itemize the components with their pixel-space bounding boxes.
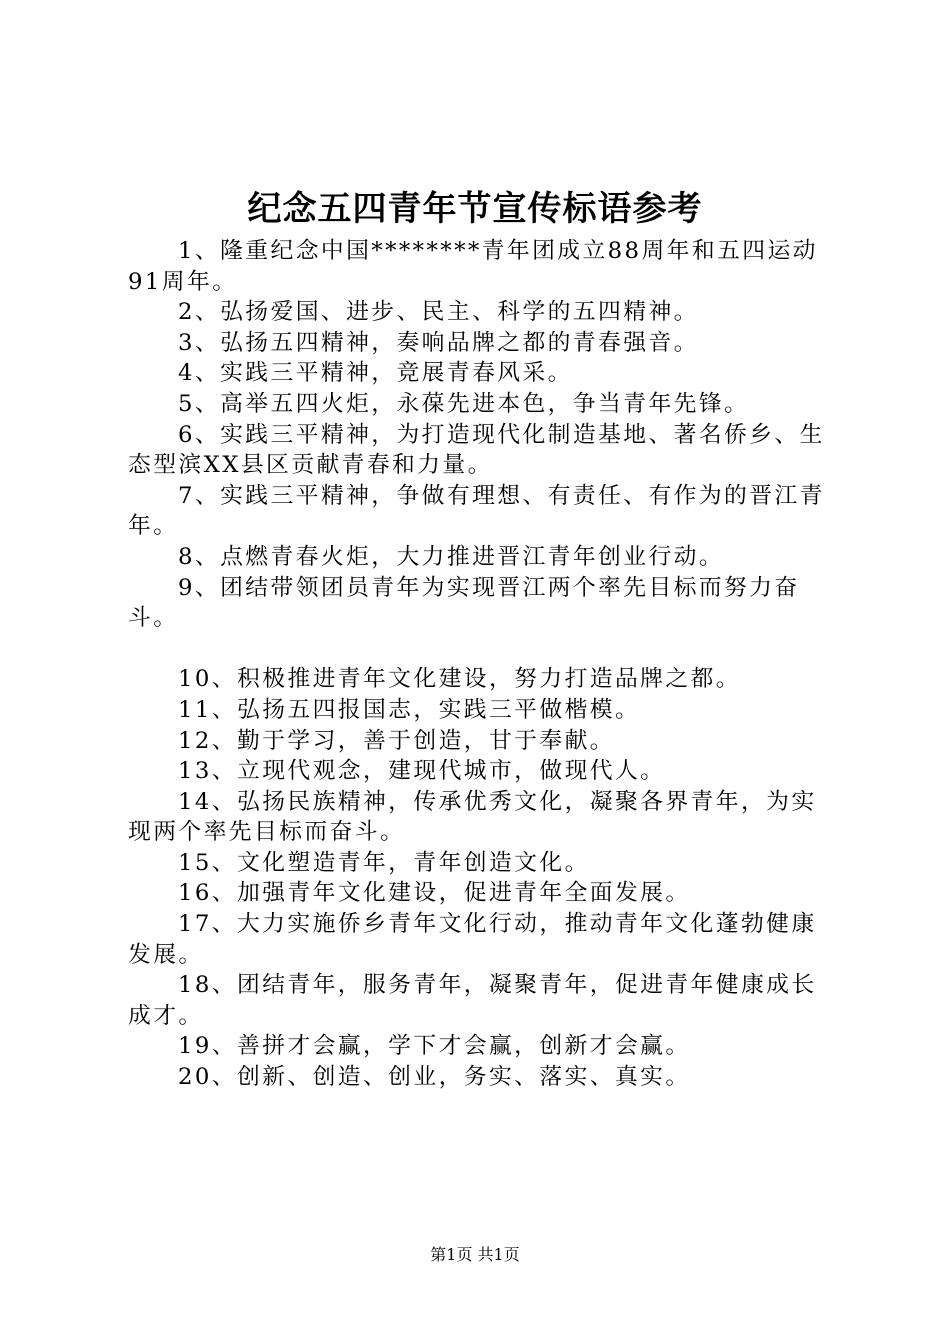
slogan-paragraph-14: 14、弘扬民族精神，传承优秀文化，凝聚各界青年，为实现两个率先目标而奋斗。	[128, 788, 817, 846]
slogan-paragraph-7: 7、实践三平精神，争做有理想、有责任、有作为的晋江青年。	[128, 482, 825, 540]
slogan-paragraph-16: 16、加强青年文化建设，促进青年全面发展。	[178, 880, 691, 907]
slogan-paragraph-18: 18、团结青年，服务青年，凝聚青年，促进青年健康成长成才。	[128, 972, 817, 1029]
slogan-paragraph-4: 4、实践三平精神，竞展青春风采。	[178, 360, 573, 387]
slogan-paragraph-20: 20、创新、创造、创业，务实、落实、真实。	[178, 1064, 691, 1091]
document-title: 纪念五四青年节宣传标语参考	[247, 189, 703, 229]
slogan-paragraph-5: 5、高举五四火炬，永葆先进本色，争当青年先锋。	[178, 390, 750, 417]
page-footer: 第1页 共1页	[430, 1245, 520, 1264]
slogan-paragraph-10: 10、积极推进青年文化建设，努力打造品牌之都。	[178, 666, 741, 693]
slogan-paragraph-2: 2、弘扬爱国、进步、民主、科学的五四精神。	[178, 299, 699, 326]
slogan-paragraph-12: 12、勤于学习，善于创造，甘于奉献。	[178, 727, 615, 754]
slogan-paragraph-13: 13、立现代观念，建现代城市，做现代人。	[178, 758, 666, 785]
slogan-paragraph-17: 17、大力实施侨乡青年文化行动，推动青年文化蓬勃健康发展。	[128, 911, 817, 968]
slogan-paragraph-9: 9、团结带领团员青年为实现晋江两个率先目标而努力奋斗。	[128, 574, 800, 632]
slogan-paragraph-1: 1、隆重纪念中国********青年团成立88周年和五四运动91周年。	[128, 238, 818, 295]
document-body	[128, 236, 834, 1093]
slogan-paragraph-6: 6、实践三平精神，为打造现代化制造基地、著名侨乡、生态型滨XX县区贡献青春和力量。	[128, 421, 825, 479]
slogan-paragraph-19: 19、善拼才会赢，学下才会赢，创新才会赢。	[178, 1033, 691, 1060]
slogan-paragraph-15: 15、文化塑造青年，青年创造文化。	[178, 849, 590, 876]
slogan-paragraph-11: 11、弘扬五四报国志，实践三平做楷模。	[178, 696, 641, 723]
slogan-paragraph-8: 8、点燃青春火炬，大力推进晋江青年创业行动。	[178, 543, 725, 570]
slogan-paragraph-3: 3、弘扬五四精神，奏响品牌之都的青春强音。	[178, 329, 699, 356]
